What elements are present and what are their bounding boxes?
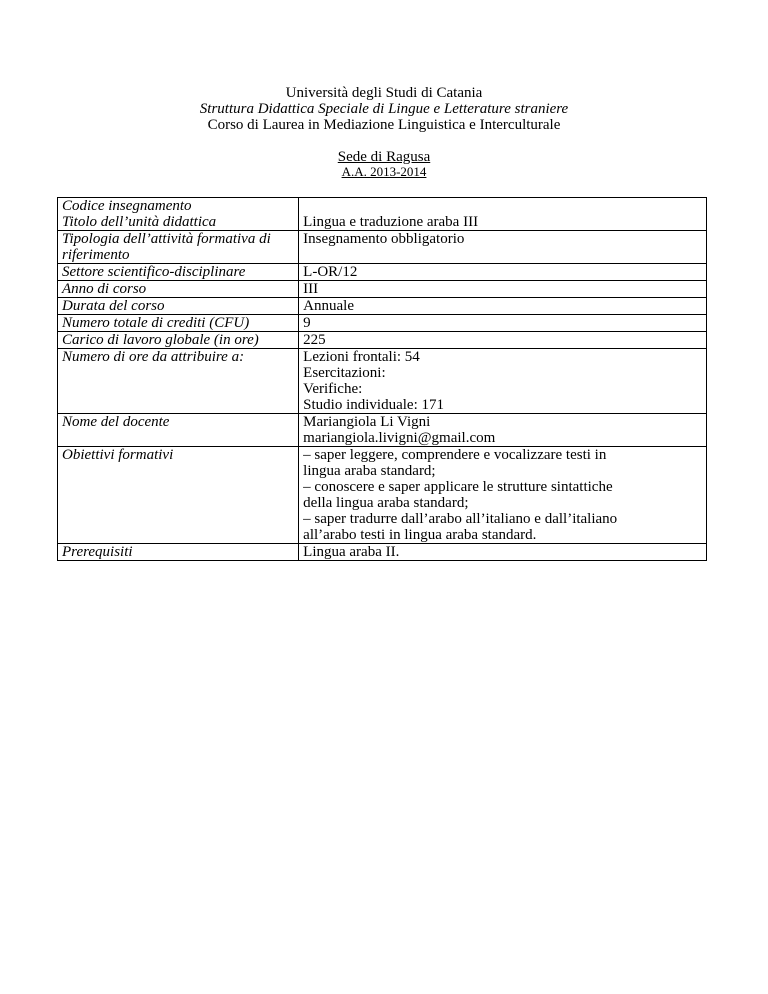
- course-name: Corso di Laurea in Mediazione Linguistica e Interculturale: [207, 117, 561, 133]
- value-titolo: Lingua e traduzione araba III: [303, 214, 479, 230]
- docente-email: mariangiola.livigni@gmail.com: [303, 430, 496, 446]
- sede-block: [0, 149, 768, 179]
- value-settore: L-OR/12: [299, 264, 707, 281]
- value-anno: III: [299, 281, 707, 298]
- value-prerequisiti: Lingua araba II.: [299, 544, 707, 561]
- table-row: [58, 447, 707, 544]
- value-codice-titolo: [299, 198, 707, 231]
- table-row: [58, 198, 707, 231]
- ore-studio: Studio individuale: 171: [303, 397, 444, 413]
- value-obiettivi: – saper leggere, comprendere e vocalizzare testi in lingua araba standard; – conoscere e saper applicare le strutture sintattiche della lingua araba standard; – saper tradurre dall’arabo all’italiano e dall’italiano all’arabo testi in lingua araba standard.: [299, 447, 707, 544]
- label-durata: Durata del corso: [58, 298, 299, 315]
- value-codice: [303, 198, 702, 214]
- label-anno: Anno di corso: [58, 281, 299, 298]
- course-info-table: [57, 197, 707, 561]
- ore-verifiche: Verifiche:: [303, 381, 363, 397]
- table-row: [58, 231, 707, 264]
- label-prerequisiti: Prerequisiti: [58, 544, 299, 561]
- table-row: [58, 281, 707, 298]
- label-docente: Nome del docente: [58, 414, 299, 447]
- document-header: [0, 85, 768, 133]
- university-name: Università degli Studi di Catania: [285, 85, 483, 101]
- label-carico: Carico di lavoro globale (in ore): [58, 332, 299, 349]
- table-row: [58, 332, 707, 349]
- value-durata: Annuale: [299, 298, 707, 315]
- label-tipologia: Tipologia dell’attività formativa di riferimento: [58, 231, 299, 264]
- structure-name: Struttura Didattica Speciale di Lingue e Letterature straniere: [199, 101, 569, 117]
- table-row: [58, 544, 707, 561]
- value-docente: [299, 414, 707, 447]
- label-obiettivi: Obiettivi formativi: [58, 447, 299, 544]
- table-row: [58, 298, 707, 315]
- academic-year: A.A. 2013-2014: [341, 164, 427, 179]
- table-row: [58, 315, 707, 332]
- table-row: [58, 414, 707, 447]
- label-titolo: Titolo dell’unità didattica: [62, 214, 217, 230]
- label-codice: Codice insegnamento Titolo dell’unità didattica: [58, 198, 299, 231]
- table-row: [58, 349, 707, 414]
- label-crediti: Numero totale di crediti (CFU): [58, 315, 299, 332]
- ore-esercitazioni: Esercitazioni:: [303, 365, 386, 381]
- label-settore: Settore scientifico-disciplinare: [58, 264, 299, 281]
- value-carico: 225: [299, 332, 707, 349]
- ore-lezioni: Lezioni frontali: 54: [303, 349, 420, 365]
- docente-name: Mariangiola Li Vigni: [303, 414, 431, 430]
- label-ore: Numero di ore da attribuire a:: [58, 349, 299, 414]
- sede-location: Sede di Ragusa: [337, 149, 431, 165]
- table-row: [58, 264, 707, 281]
- value-tipologia: Insegnamento obbligatorio: [299, 231, 707, 264]
- value-crediti: 9: [299, 315, 707, 332]
- value-ore: [299, 349, 707, 414]
